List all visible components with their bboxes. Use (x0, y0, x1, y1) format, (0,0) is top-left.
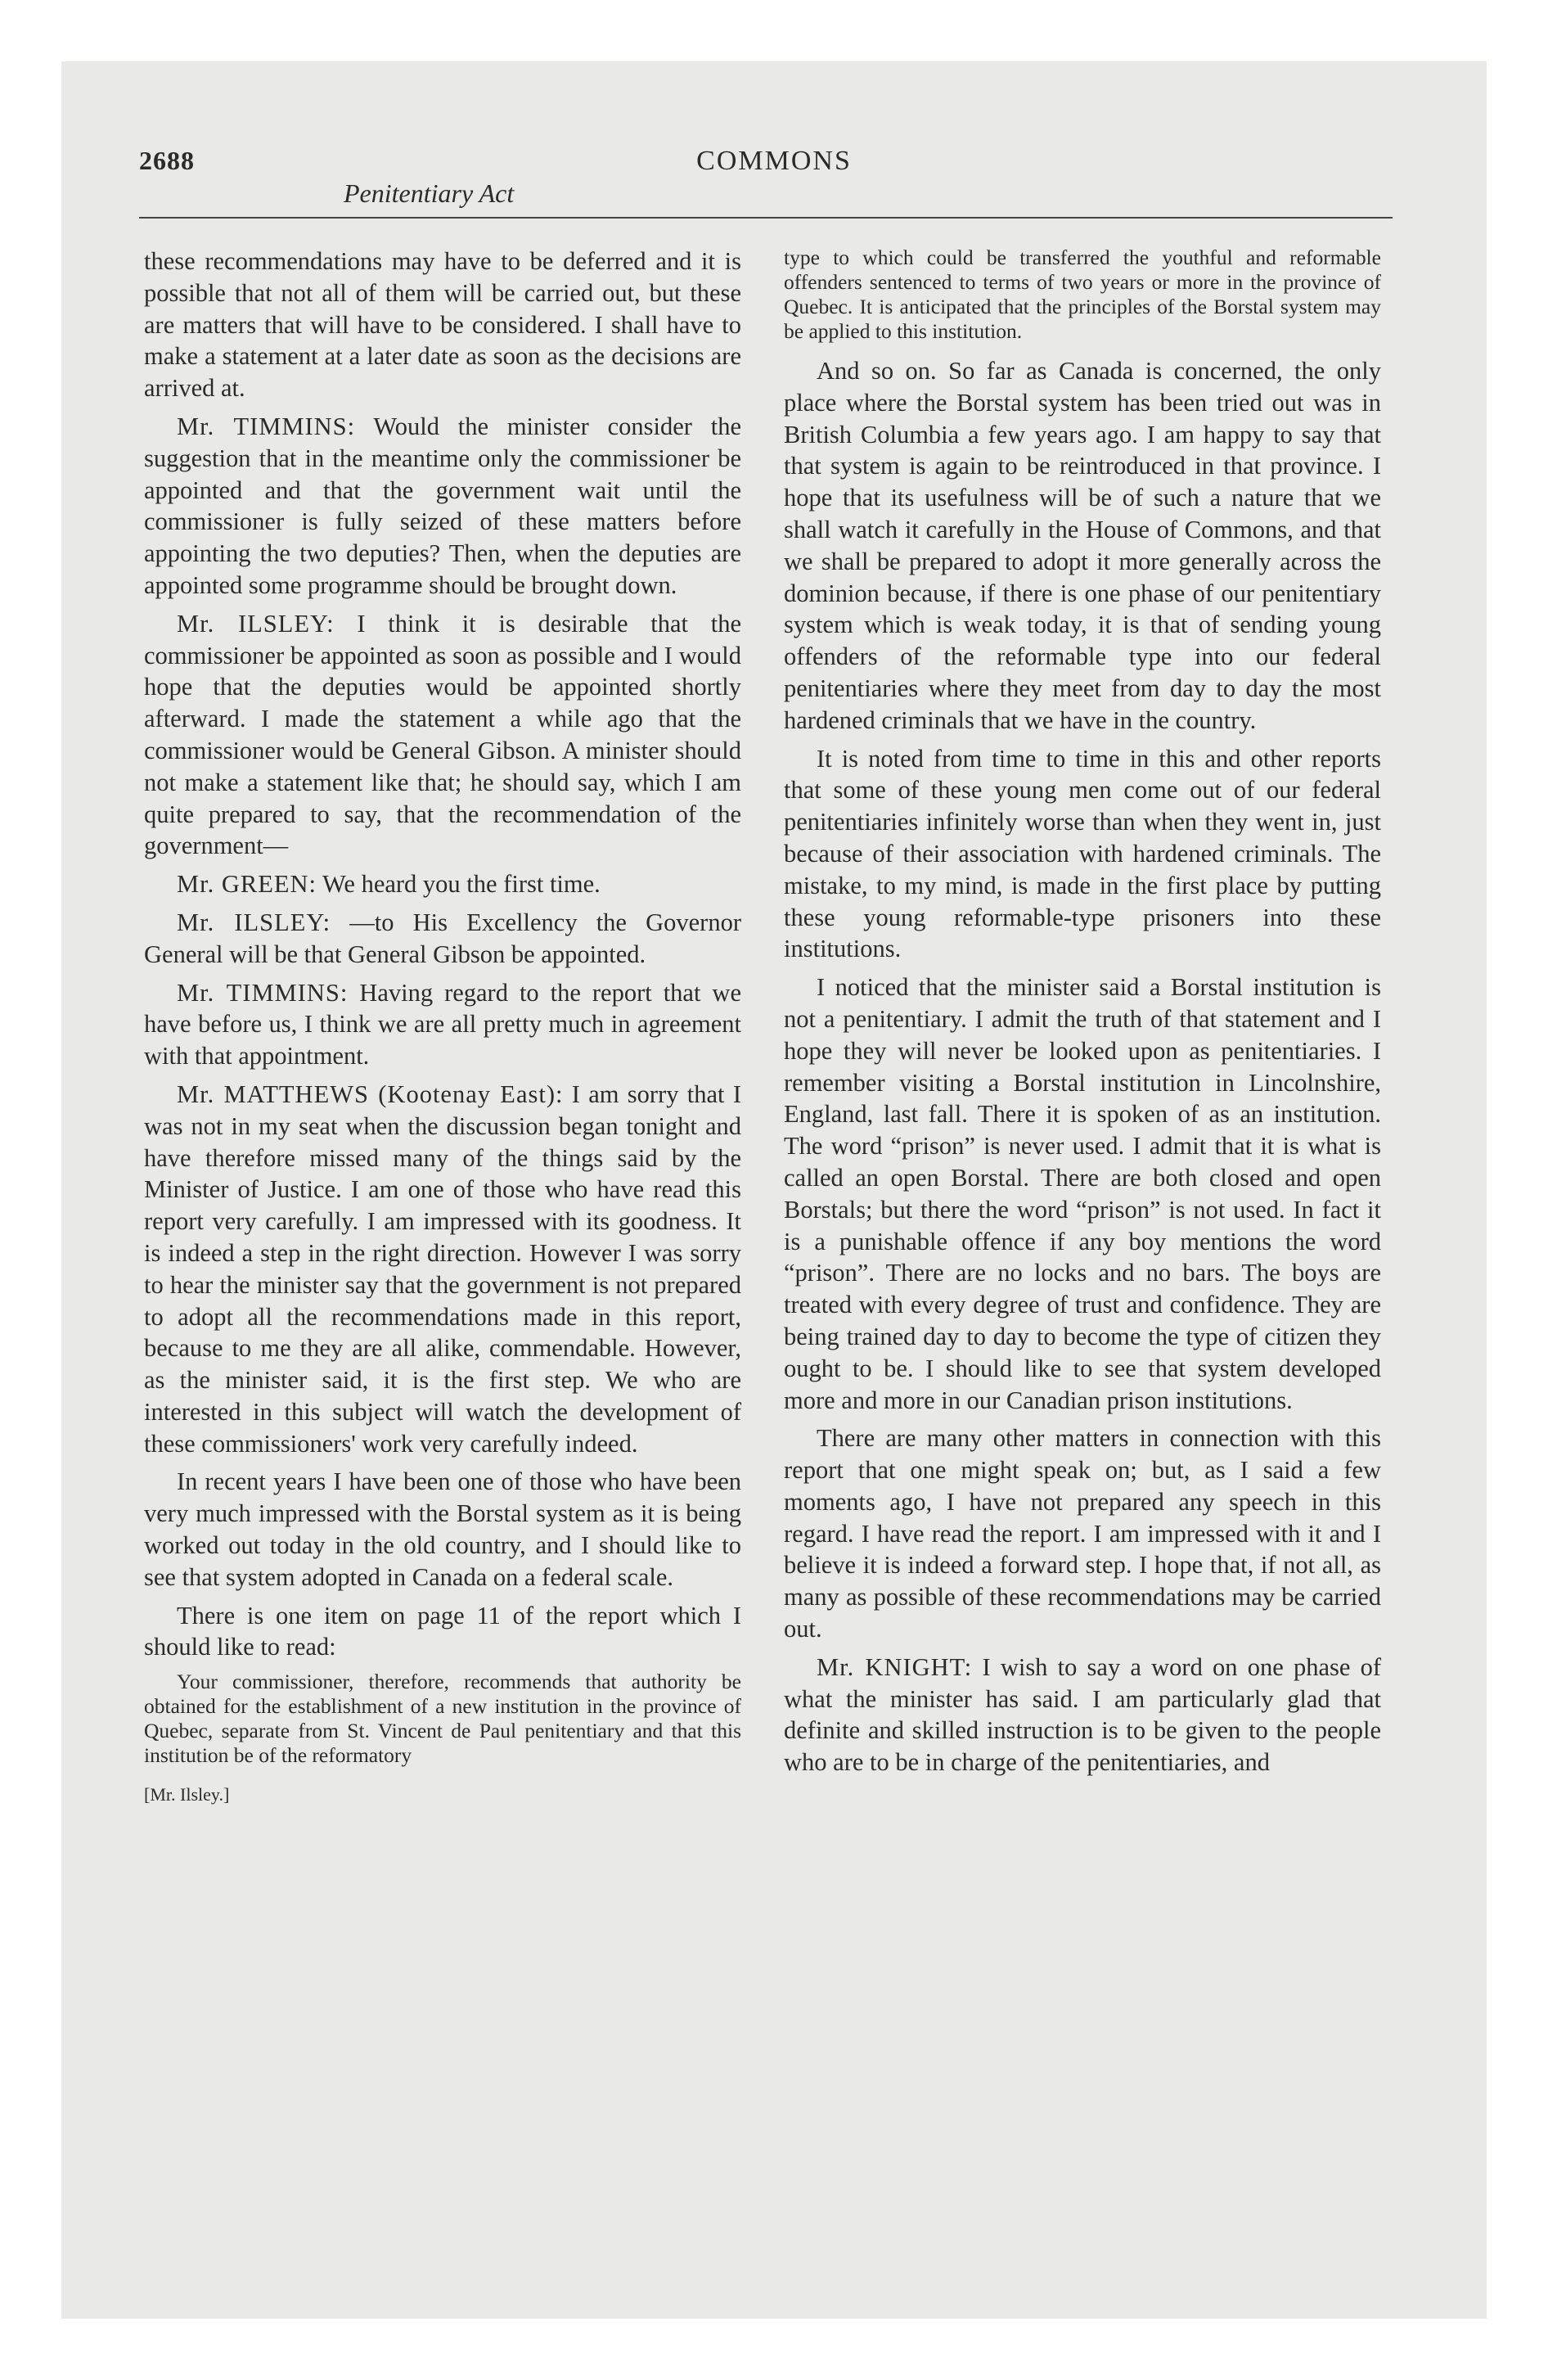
header-rule (139, 217, 1393, 219)
speaker-name: Mr. TIMMINS: (177, 412, 356, 440)
paragraph: I noticed that the minister said a Borstal institution is not a penitentiary. I admit the truth of that statement and I hope they will never be looked upon as penitentiaries. I remember visiting a Borstal institution in Lincolnshire, England, last fall. There it is spoken of as an institution. The word “prison” is never used. I admit that it is what is called an open Borstal. There are both closed and open Borstals; but there the word “prison” is not used. In fact it is a punishable offence if any boy mentions the word “prison”. There are no locks and no bars. The boys are treated with every degree of trust and confidence. They are being trained day to day to become the type of citizen they ought to be. I should like to see that system developed more and more in our Canadian prison institutions. (784, 973, 1381, 1414)
speaker-name: Mr. ILSLEY: (177, 908, 331, 936)
speaker-name: Mr. GREEN: (177, 870, 317, 899)
paragraph (144, 1079, 741, 1460)
speech-text: —to His Excellency the Governor General will be that General Gibson be appointed. (144, 908, 741, 968)
paragraph: In recent years I have been one of those who have been very much impressed with the Borstal system as it is being worked out today in the old country, and I should like to see that system adopted in Canada on a federal scale. (144, 1467, 741, 1591)
paragraph (144, 411, 741, 602)
page-number: 2688 (139, 146, 195, 175)
section-title: Penitentiary Act (344, 178, 515, 208)
paragraph (144, 608, 741, 862)
speaker-name: Mr. MATTHEWS (Kootenay East): (177, 1080, 564, 1108)
paragraph (144, 907, 741, 971)
speech-text: Having regard to the report that we have before us, I think we are all pretty much in agreement with that appointment. (144, 978, 741, 1071)
paragraph: And so on. So far as Canada is concerned, the only place where the Borstal system has been tried out was in British Columbia a few years ago. I am happy to say that that system is again to be reintroduced in that province. I hope that its usefulness will be of such a nature that we shall watch it carefully in the House of Commons, and that we shall be prepared to adopt it more generally across the dominion because, if there is one phase of our penitentiary system which is weak today, it is that of sending young offenders of the reformable type into our federal penitentiaries where they meet from day to day the most hardened criminals that we have in the country. (784, 357, 1381, 734)
paragraph (784, 1652, 1381, 1778)
right-column (784, 246, 1381, 1785)
speech-text: I think it is desirable that the commissioner be appointed as soon as possible and I would hope that the deputies would be appointed shortly afterward. I made the statement a while ago that the commissioner would be General Gibson. A minister should not make a statement like that; he should say, which I am quite prepared to say, that the recommendation of the government— (144, 609, 741, 860)
speech-text: Would the minister consider the suggestion that in the meantime only the commissioner be appointed and that the government wait until the commissioner is fully seized of these matters before appointing the two deputies? Then, when the deputies are appointed some programme should be brought down. (144, 412, 741, 599)
paragraph: There is one item on page 11 of the report which I should like to read: (144, 1601, 741, 1661)
speech-text: I wish to say a word on one phase of what the minister has said. I am particularly glad that definite and skilled instruction is to be given to the people who are to be in charge of the penitentiaries, and (784, 1652, 1381, 1777)
page-attribution: [Mr. Ilsley.] (144, 1784, 230, 1805)
paragraph (144, 977, 741, 1072)
speaker-name: Mr. ILSLEY: (177, 609, 335, 638)
speaker-name: Mr. KNIGHT: (817, 1652, 973, 1681)
speech-text: I am sorry that I was not in my seat when the discussion began tonight and have therefore missed many of the things said by the Minister of Justice. I am one of those who have read this report very carefully. I am impressed with its goodness. It is indeed a step in the right direction. However I was sorry to hear the minister say that the government is not prepared to adopt all the recommendations made in this report, because to me they are all alike, commendable. However, as the minister said, it is the first step. We who are interested in this subject will watch the development of these commissioners' work very carefully indeed. (144, 1080, 741, 1458)
block-quote: Your commissioner, therefore, recommends that authority be obtained for the establishment of a new institution in the province of Quebec, separate from St. Vincent de Paul penitentiary and that this institution be of the reformatory (144, 1670, 741, 1768)
paragraph: these recommendations may have to be deferred and it is possible that not all of them will be carried out, but these are matters that will have to be considered. I shall have to make a statement at a later date as soon as the decisions are arrived at. (144, 247, 741, 403)
block-quote-continued: type to which could be transferred the youthful and reformable offenders sentenced to terms of two years or more in the province of Quebec. It is anticipated that the principles of the Borstal system may be applied to this institution. (784, 246, 1381, 343)
paragraph: There are many other matters in connection with this report that one might speak on; but, as I said a few moments ago, I have not prepared any speech in this regard. I have read the report. I am impressed with it and I believe it is indeed a forward step. I hope that, if not all, as many as possible of these recommendations may be carried out. (784, 1424, 1381, 1643)
left-column (144, 246, 741, 1811)
paragraph: It is noted from time to time in this and other reports that some of these young men come out of our federal penitentiaries infinitely worse than when they went in, just because of their association with hardened criminals. The mistake, to my mind, is made in the first place by putting these young reformable-type prisoners into these institutions. (784, 744, 1381, 963)
speech-text: We heard you the first time. (316, 870, 601, 899)
running-head: COMMONS (696, 146, 852, 176)
speaker-name: Mr. TIMMINS: (177, 978, 349, 1007)
paragraph (144, 868, 741, 900)
